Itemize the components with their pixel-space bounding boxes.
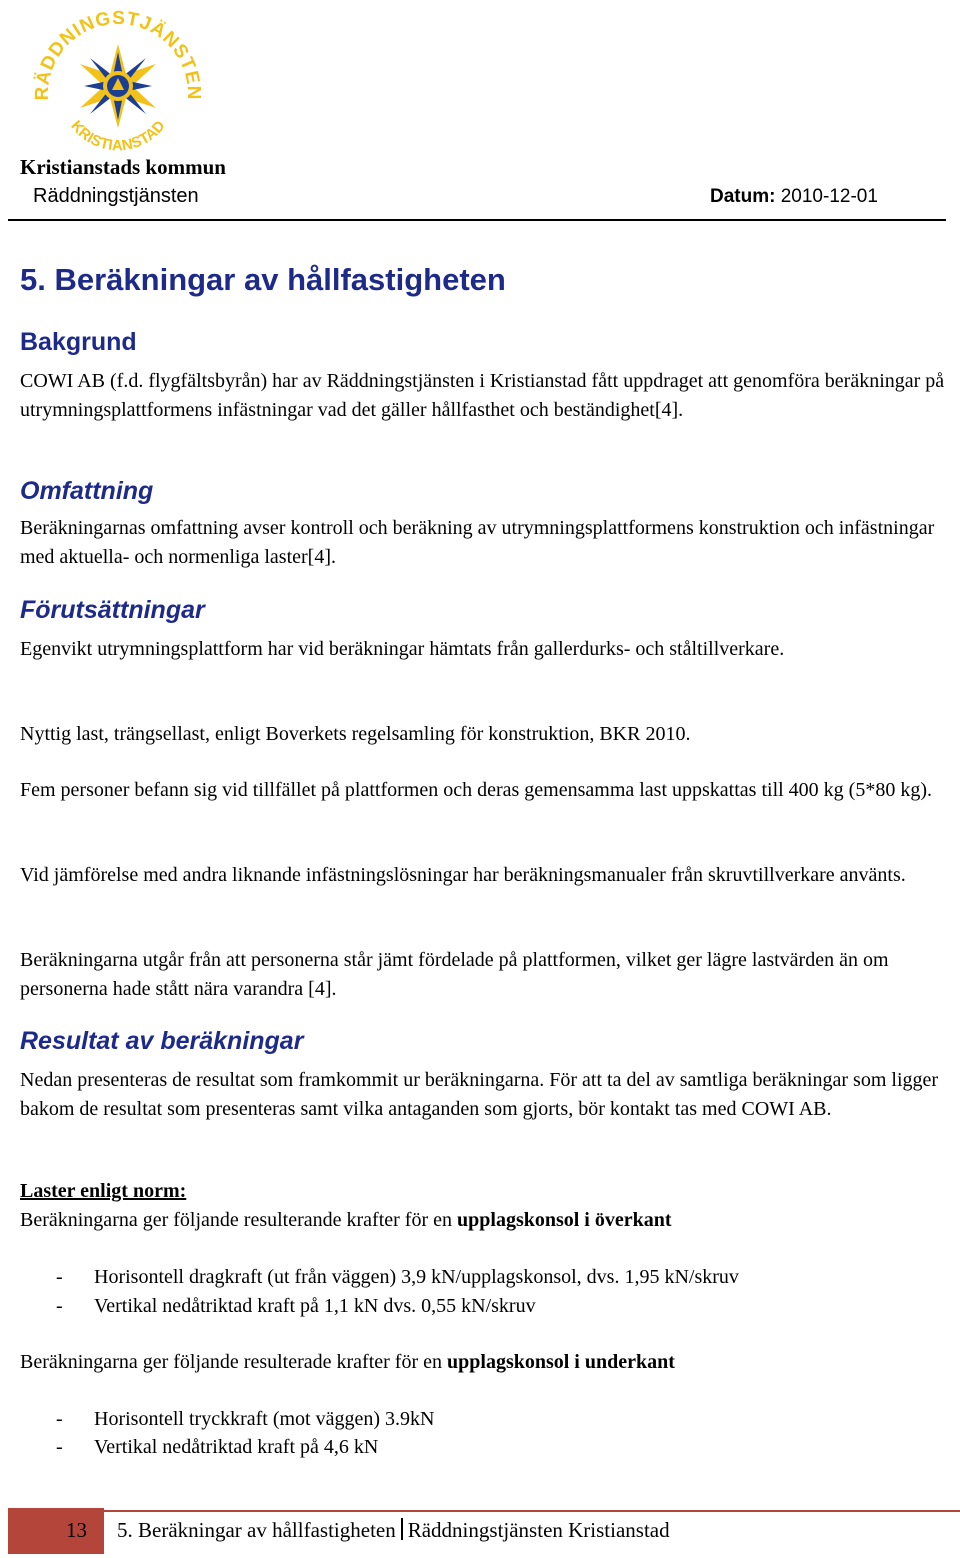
upper-intro — [20, 1206, 945, 1235]
date-value: 2010-12-01 — [780, 186, 878, 207]
footer-page-box — [8, 1508, 104, 1554]
raddningstjansten-logo — [26, 8, 210, 156]
footer-text — [117, 1518, 670, 1543]
organization-name: Kristianstads kommun — [20, 155, 226, 179]
date-label: Datum: — [710, 186, 776, 207]
footer-chapter: 5. Beräkningar av hållfastigheten — [117, 1518, 396, 1542]
paragraph-forutsattningar-1: Egenvikt utrymningsplattform har vid beräkningar hämtats från gallerdurks- och ståltillverkare. — [20, 638, 785, 660]
header-divider — [8, 219, 946, 221]
heading-resultat: Resultat av beräkningar — [20, 1027, 304, 1055]
logo-text-bottom: KRISTIANSTAD — [67, 117, 169, 155]
document-date — [710, 186, 878, 208]
list-item-text: Horisontell tryckkraft (mot väggen) 3.9kN — [94, 1408, 435, 1430]
page-number: 13 — [66, 1518, 87, 1542]
list-item-text: Vertikal nedåtriktad kraft på 1,1 kN dvs. 0,55 kN/skruv — [94, 1295, 536, 1317]
paragraph-resultat: Nedan presenteras de resultat som framkommit ur beräkningarna. För att ta del av samtliga beräkningar som ligger bakom de resultat som presenteras samt vilka antaganden som gjorts, bör kontakt tas med COWI AB. — [20, 1069, 939, 1120]
lower-intro — [20, 1348, 945, 1377]
lower-intro-text: Beräkningarna ger följande resulterade krafter för en — [20, 1351, 448, 1373]
heading-forutsattningar: Förutsättningar — [20, 596, 205, 624]
paragraph-forutsattningar-4: Vid jämförelse med andra liknande infästningslösningar har beräkningsmanualer från skruvtillverkare använts. — [20, 864, 906, 886]
footer-source: Räddningstjänsten Kristianstad — [407, 1518, 670, 1542]
list-item-text: Vertikal nedåtriktad kraft på 4,6 kN — [94, 1436, 379, 1458]
lower-intro-bold: upplagskonsol i underkant — [447, 1351, 675, 1373]
department-name: Räddningstjänsten — [33, 185, 199, 207]
paragraph-forutsattningar-5: Beräkningarna utgår från att personerna står jämt fördelade på plattformen, vilket ger lägre lastvärden än om personerna hade stått nära varandra [4]. — [20, 949, 889, 1000]
paragraph-forutsattningar-2: Nyttig last, trängsellast, enligt Boverkets regelsamling för konstruktion, BKR 2010. — [20, 723, 691, 745]
footer-separator — [401, 1518, 403, 1540]
paragraph-bakgrund: COWI AB (f.d. flygfältsbyrån) har av Räddningstjänsten i Kristianstad fått uppdraget att genomföra beräkningar på utrymningsplattformens infästningar vad det gäller hållfasthet och beständighet[4]. — [20, 370, 945, 421]
page-title: 5. Beräkningar av hållfastigheten — [20, 262, 506, 297]
paragraph-omfattning: Beräkningarnas omfattning avser kontroll och beräkning av utrymningsplattformens konstruktion och infästningar med aktuella- och normenliga laster[4]. — [20, 517, 935, 568]
list-item: - Horisontell dragkraft (ut från väggen) 3,9 kN/upplagskonsol, dvs. 1,95 kN/skruv — [56, 1266, 739, 1288]
footer-divider — [104, 1510, 960, 1512]
list-item: - Vertikal nedåtriktad kraft på 4,6 kN — [56, 1436, 379, 1458]
list-item: - Vertikal nedåtriktad kraft på 1,1 kN dvs. 0,55 kN/skruv — [56, 1295, 536, 1317]
heading-bakgrund: Bakgrund — [20, 328, 137, 356]
logo-text-top: RÄDDNINGSTJÄNSTEN — [31, 8, 205, 101]
heading-omfattning: Omfattning — [20, 477, 154, 505]
upper-intro-text: Beräkningarna ger följande resulterande krafter för en — [20, 1209, 458, 1231]
list-item: - Horisontell tryckkraft (mot väggen) 3.9kN — [56, 1408, 435, 1430]
star-emblem-icon — [80, 44, 156, 128]
list-item-text: Horisontell dragkraft (ut från väggen) 3,9 kN/upplagskonsol, dvs. 1,95 kN/skruv — [94, 1266, 739, 1288]
upper-intro-bold: upplagskonsol i överkant — [457, 1209, 672, 1231]
paragraph-forutsattningar-3: Fem personer befann sig vid tillfället på plattformen och deras gemensamma last uppskattas till 400 kg (5*80 kg). — [20, 779, 933, 801]
subheading-laster: Laster enligt norm: — [20, 1180, 187, 1202]
